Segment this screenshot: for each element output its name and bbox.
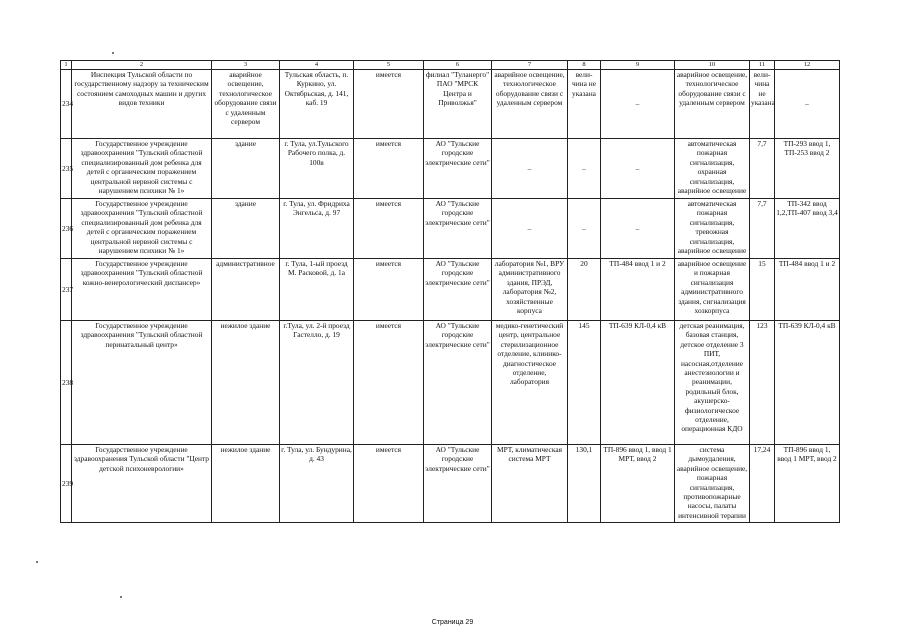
object-type-cell: аварийное освещение, технологическое оборудование связи с удаленным сервером [212,70,280,139]
consumers-cell: лаборатория №1, ВРУ административного здания, ПРЭД, лаборатория №2, хозяйственные корпуса [492,259,568,321]
load-cell: 20 [568,259,601,321]
object-type-cell: нежилое здание [212,445,280,523]
object-type-cell: здание [212,199,280,259]
critical-feed-cell: ТП-342 ввод 1,2,ТП-407 ввод 3,4 [775,199,840,259]
supplier-cell: АО "Тульские городские электрические сети" [424,445,492,523]
address-cell: г. Тула, ул. Фридриха Энгельса, д. 97 [280,199,354,259]
object-type-cell: здание [212,139,280,199]
availability-cell: имеется [354,70,424,139]
supplier-cell: АО "Тульские городские электрические сети" [424,321,492,445]
object-type-cell: нежилое здание [212,321,280,445]
facilities-table [60,60,840,523]
critical-consumers-cell: система дымоудаления, аварийное освещение, пожарная сигнализация, противопожарные насосы, палаты интенсивной терапии [675,445,750,523]
scan-speck [36,561,38,563]
availability-cell: имеется [354,259,424,321]
organization-cell: Государственное учреждение здравоохранения "Тульский областной перинатальный центр» [72,321,212,445]
feed-cell: ТП-639 КЛ-0,4 кВ [601,321,675,445]
header-cell: 1 [61,61,72,70]
consumers-cell: МРТ, климатическая система МРТ [492,445,568,523]
page-number: Страница 29 [431,619,474,626]
load-cell: – [568,139,601,199]
row-number: 234 [61,70,72,139]
header-cell: 4 [280,61,354,70]
organization-cell: Государственное учреждение здравоохранения "Тульский областной кожно-венерологический диспансер» [72,259,212,321]
critical-consumers-cell: детская реанимация, базовая станция, детское отделение 3 ПИТ, насосная,отделение анестезиологии и реанимации, родильный блок, акушерско-физиологическое отделение, операционная КДО [675,321,750,445]
feed-cell: – [601,199,675,259]
header-cell: 6 [424,61,492,70]
critical-feed-cell: ТП-484 ввод 1 и 2 [775,259,840,321]
table-row [61,199,840,259]
header-cell: 2 [72,61,212,70]
feed-cell: – [601,70,675,139]
critical-consumers-cell: автоматическая пожарная сигнализация, охранная сигнализация, аварийное освещение [675,139,750,199]
table-row [61,445,840,523]
scan-speck [112,52,114,54]
critical-feed-cell: ТП-896 ввод 1, ввод 1 МРТ, ввод 2 [775,445,840,523]
critical-load-cell: 123 [750,321,775,445]
consumers-cell: медико-генетический центр, центральное стерилизационное отделение, клинико-диагностическое отделение, лаборатория [492,321,568,445]
supplier-cell: АО "Тульские городские электрические сети" [424,199,492,259]
table-row [61,321,840,445]
table-row [61,259,840,321]
header-cell: 12 [775,61,840,70]
row-number: 239 [61,445,72,523]
load-cell: – [568,199,601,259]
supplier-cell: АО "Тульские городские электрические сети" [424,259,492,321]
supplier-cell: АО "Тульские городские электрические сети" [424,139,492,199]
availability-cell: имеется [354,445,424,523]
consumers-cell: аварийное освещение, технологическое оборудование связи с удаленным сервером [492,70,568,139]
consumers-cell: – [492,199,568,259]
feed-cell: ТП-484 ввод 1 и 2 [601,259,675,321]
feed-cell: – [601,139,675,199]
availability-cell: имеется [354,199,424,259]
critical-load-cell: вели- чина не указана [750,70,775,139]
organization-cell: Инспекция Тульской области по государственному надзору за техническим состоянием самоходных машин и других видов техники [72,70,212,139]
header-cell: 8 [568,61,601,70]
header-row [61,61,840,70]
header-cell: 10 [675,61,750,70]
row-number: 238 [61,321,72,445]
object-type-cell: административное [212,259,280,321]
critical-load-cell: 17,24 [750,445,775,523]
header-cell: 3 [212,61,280,70]
critical-feed-cell: ТП-293 ввод 1, ТП-253 ввод 2 [775,139,840,199]
critical-load-cell: 15 [750,259,775,321]
critical-load-cell: 7,7 [750,199,775,259]
organization-cell: Государственное учреждение здравоохранения Тульской области "Центр детской психоневрологии» [72,445,212,523]
row-number: 236 [61,199,72,259]
address-cell: г.Тула, ул. 2-й проезд Гастелло, д. 19 [280,321,354,445]
address-cell: Тульская область, п. Куркино, ул. Октябрьская, д. 141, каб. 19 [280,70,354,139]
load-cell: вели- чина не указана [568,70,601,139]
header-cell: 5 [354,61,424,70]
critical-consumers-cell: аварийное освещение, технологическое оборудование связи с удаленным сервером [675,70,750,139]
availability-cell: имеется [354,139,424,199]
load-cell: 145 [568,321,601,445]
consumers-cell: – [492,139,568,199]
row-number: 237 [61,259,72,321]
supplier-cell: филиал "Туланерго" ПАО "МРСК Центра и Приволжья" [424,70,492,139]
table-row [61,139,840,199]
header-cell: 9 [601,61,675,70]
availability-cell: имеется [354,321,424,445]
address-cell: г. Тула, ул. Бундурина, д. 43 [280,445,354,523]
load-cell: 130,1 [568,445,601,523]
critical-consumers-cell: автоматическая пожарная сигнализация, тревожная сигнализация, аварийное освещение [675,199,750,259]
feed-cell: ТП-896 ввод 1, ввод 1 МРТ, ввод 2 [601,445,675,523]
scan-speck [120,596,122,598]
address-cell: г. Тула, ул.Тульского Рабочего полка, д. 100в [280,139,354,199]
critical-feed-cell: ТП-639 КЛ-0,4 кВ [775,321,840,445]
organization-cell: Государственное учреждение здравоохранения "Тульский областной специализированный дом ребенка для детей с органическим поражением центральной нервной системы с нарушением психики № 1» [72,139,212,199]
critical-consumers-cell: аварийное освещение и пожарная сигнализация административного здания, сигнализация хозкорпуса [675,259,750,321]
critical-load-cell: 7,7 [750,139,775,199]
organization-cell: Государственное учреждение здравоохранения "Тульский областной специализированный дом ребенка для детей с органическим поражением центральной нервной системы с нарушением психики № 1» [72,199,212,259]
header-cell: 11 [750,61,775,70]
header-cell: 7 [492,61,568,70]
table-row [61,70,840,139]
address-cell: г. Тула, 1-ый проезд М. Расковой, д. 1а [280,259,354,321]
row-number: 235 [61,139,72,199]
critical-feed-cell: – [775,70,840,139]
